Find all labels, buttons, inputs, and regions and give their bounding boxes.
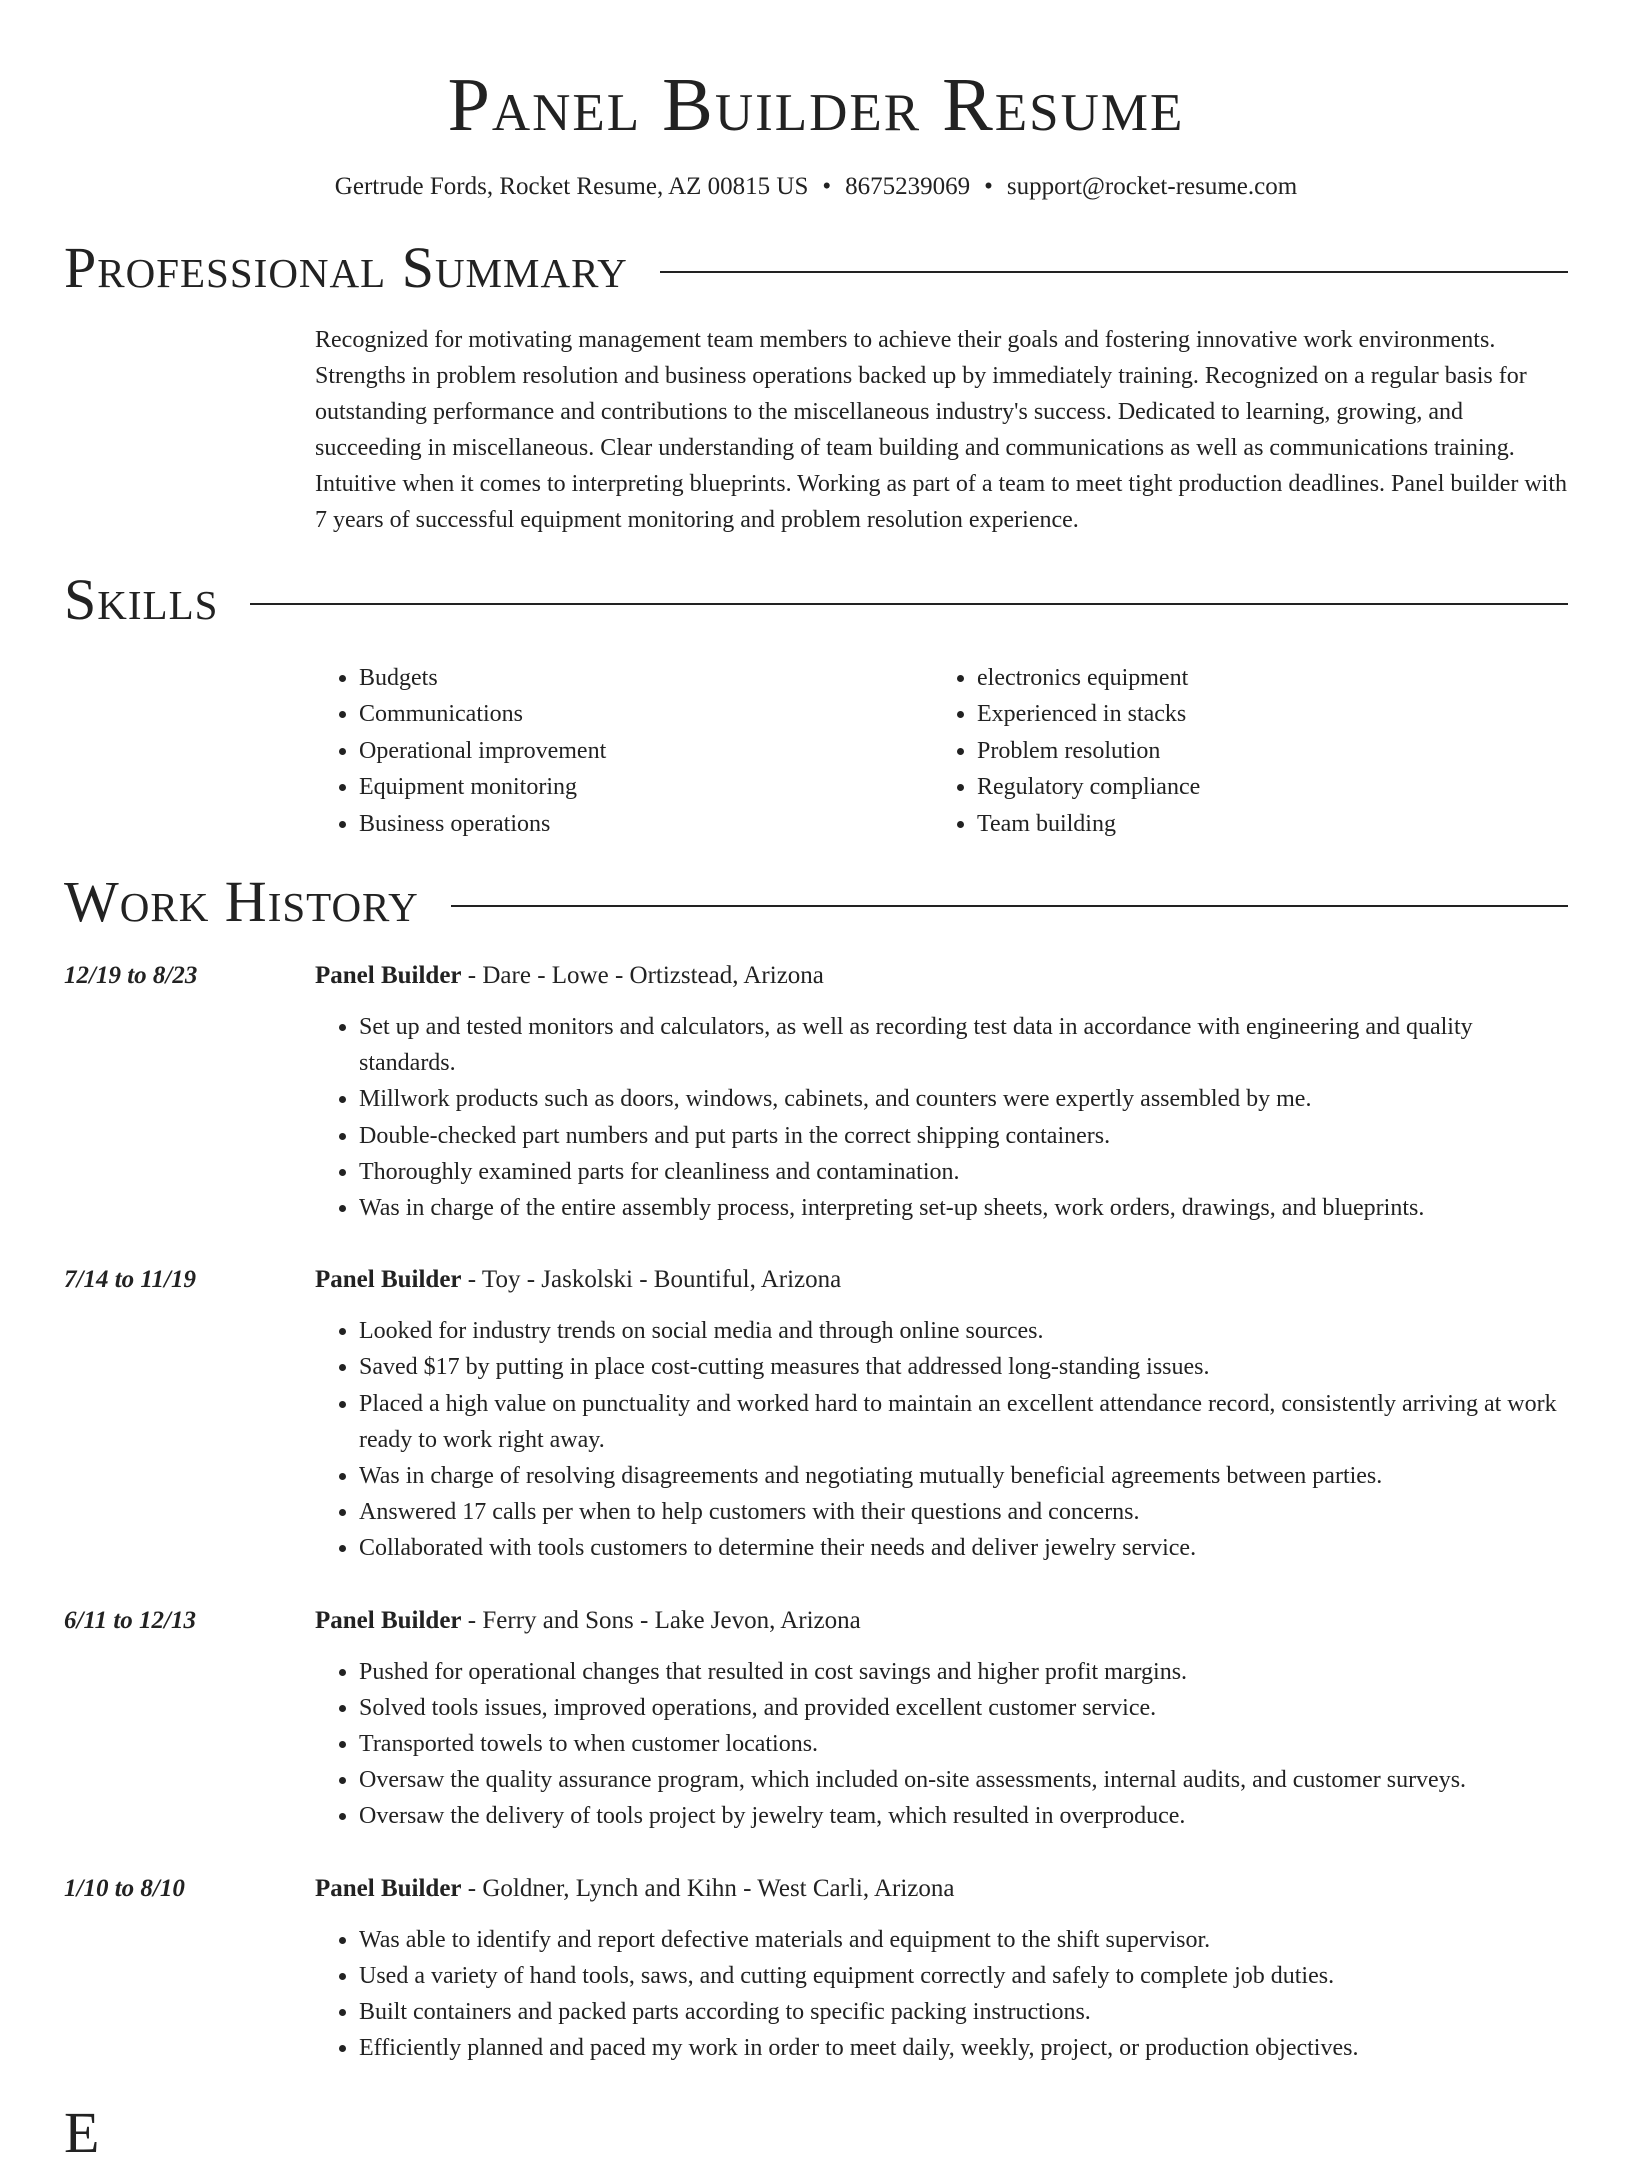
job-heading (315, 960, 1568, 992)
job-entry (64, 1264, 1568, 1566)
skill-item: • electronics equipment (977, 660, 1551, 696)
job-bullet: • Set up and tested monitors and calculators, as well as recording test data in accordance with engineering and quality standards. (359, 1009, 1568, 1081)
job-bullet: • Thoroughly examined parts for cleanliness and contamination. (359, 1154, 1568, 1190)
job-details: - Toy - Jaskolski - Bountiful, Arizona (461, 1266, 842, 1294)
summary-heading: Professional Summary (64, 235, 628, 300)
job-bullet: • Looked for industry trends on social media and through online sources. (359, 1313, 1568, 1349)
job-title: Panel Builder (315, 1266, 462, 1294)
job-details: - Goldner, Lynch and Kihn - West Carli, Arizona (461, 1874, 955, 1902)
job-bullet: • Answered 17 calls per when to help customers with their questions and concerns. (359, 1494, 1568, 1530)
contact-separator: • (984, 173, 993, 200)
job-dates: 6/11 to 12/13 (64, 1606, 196, 1634)
section-divider (250, 603, 1568, 605)
job-bullets (315, 1654, 1568, 1835)
job-heading (315, 1605, 1568, 1637)
job-title: Panel Builder (315, 1606, 462, 1634)
job-title: Panel Builder (315, 962, 462, 990)
summary-text: Recognized for motivating management team members to achieve their goals and fostering innovative work environments. Strengths in problem resolution and business operations backed up by immediately training. Recognized on a regular basis for outstanding performance and contributions to the miscellaneous industry's success. Dedicated to learning, growing, and succeeding in miscellaneous. Clear understanding of team building and communications as well as communications training. Intuitive when it comes to interpreting blueprints. Working as part of a team to meet tight production deadlines. Panel builder with 7 years of successful equipment monitoring and problem resolution experience. (315, 327, 1568, 533)
skill-item: • Communications (359, 696, 933, 732)
skills-list (315, 660, 1568, 842)
job-entry (64, 1873, 1568, 2067)
job-details: - Ferry and Sons - Lake Jevon, Arizona (461, 1606, 861, 1634)
section-divider (660, 271, 1568, 273)
job-bullet: • Solved tools issues, improved operations, and provided excellent customer service. (359, 1690, 1568, 1726)
job-bullet: • Placed a high value on punctuality and worked hard to maintain an excellent attendance record, consistently arriving at work ready to work right away. (359, 1386, 1568, 1458)
skill-item: • Budgets (359, 660, 933, 696)
job-dates: 1/10 to 8/10 (64, 1874, 185, 1902)
job-entry (64, 960, 1568, 1226)
job-bullet: • Oversaw the quality assurance program, which included on-site assessments, internal audits, and customer surveys. (359, 1762, 1568, 1798)
job-bullet: • Collaborated with tools customers to determine their needs and deliver jewelry service. (359, 1530, 1568, 1566)
education-section-header (64, 2101, 1568, 2165)
contact-line (64, 172, 1568, 202)
skill-item: • Operational improvement (359, 733, 933, 769)
job-bullet: • Was able to identify and report defective materials and equipment to the shift supervisor. (359, 1922, 1568, 1958)
job-bullet: • Was in charge of resolving disagreements and negotiating mutually beneficial agreements between parties. (359, 1458, 1568, 1494)
job-bullet: • Double-checked part numbers and put parts in the correct shipping containers. (359, 1118, 1568, 1154)
skills-column-left (315, 660, 933, 842)
contact-separator: • (822, 173, 832, 200)
skill-item: • Experienced in stacks (977, 696, 1551, 732)
job-bullets (315, 1009, 1568, 1226)
job-bullets (315, 1922, 1568, 2067)
job-title: Panel Builder (315, 1874, 462, 1902)
job-bullet: • Was in charge of the entire assembly process, interpreting set-up sheets, work orders, drawings, and blueprints. (359, 1190, 1568, 1226)
skill-item: • Equipment monitoring (359, 769, 933, 805)
skill-item: • Business operations (359, 806, 933, 842)
work-history-list (64, 960, 1568, 2066)
contact-phone: 8675239069 (845, 173, 971, 200)
summary-section-header (64, 236, 1568, 300)
job-bullet: • Efficiently planned and paced my work in order to meet daily, weekly, project, or production objectives. (359, 2030, 1568, 2066)
skills-section-header (64, 568, 1568, 632)
work-section-header (64, 870, 1568, 934)
skill-item: • Problem resolution (977, 733, 1551, 769)
job-heading (315, 1873, 1568, 1905)
job-bullet: • Pushed for operational changes that resulted in cost savings and higher profit margins. (359, 1654, 1568, 1690)
skills-column-right (933, 660, 1551, 842)
contact-address: Gertrude Fords, Rocket Resume, AZ 00815 US (334, 173, 809, 200)
skills-heading: Skills (64, 567, 219, 632)
work-heading: Work History (64, 869, 419, 935)
job-entry (64, 1605, 1568, 1835)
job-dates: 7/14 to 11/19 (64, 1266, 196, 1294)
contact-email: support@rocket-resume.com (1006, 173, 1298, 200)
job-heading (315, 1264, 1568, 1296)
skill-item: • Team building (977, 806, 1551, 842)
job-bullet: • Built containers and packed parts according to specific packing instructions. (359, 1994, 1568, 2030)
section-divider (451, 905, 1568, 907)
skill-item: • Regulatory compliance (977, 769, 1551, 805)
job-bullet: • Transported towels to when customer locations. (359, 1726, 1568, 1762)
resume-title: Panel Builder Resume (447, 63, 1185, 147)
resume-page (64, 0, 1568, 2165)
job-bullet: • Millwork products such as doors, windows, cabinets, and counters were expertly assembled by me. (359, 1081, 1568, 1117)
job-bullet: • Used a variety of hand tools, saws, and cutting equipment correctly and safely to complete job duties. (359, 1958, 1568, 1994)
job-bullets (315, 1313, 1568, 1566)
job-dates: 12/19 to 8/23 (64, 962, 198, 990)
job-details: - Dare - Lowe - Ortizstead, Arizona (461, 962, 824, 990)
education-heading: E (64, 2099, 101, 2165)
job-bullet: • Oversaw the delivery of tools project by jewelry team, which resulted in overproduce. (359, 1798, 1568, 1834)
job-bullet: • Saved $17 by putting in place cost-cutting measures that addressed long-standing issues. (359, 1349, 1568, 1385)
